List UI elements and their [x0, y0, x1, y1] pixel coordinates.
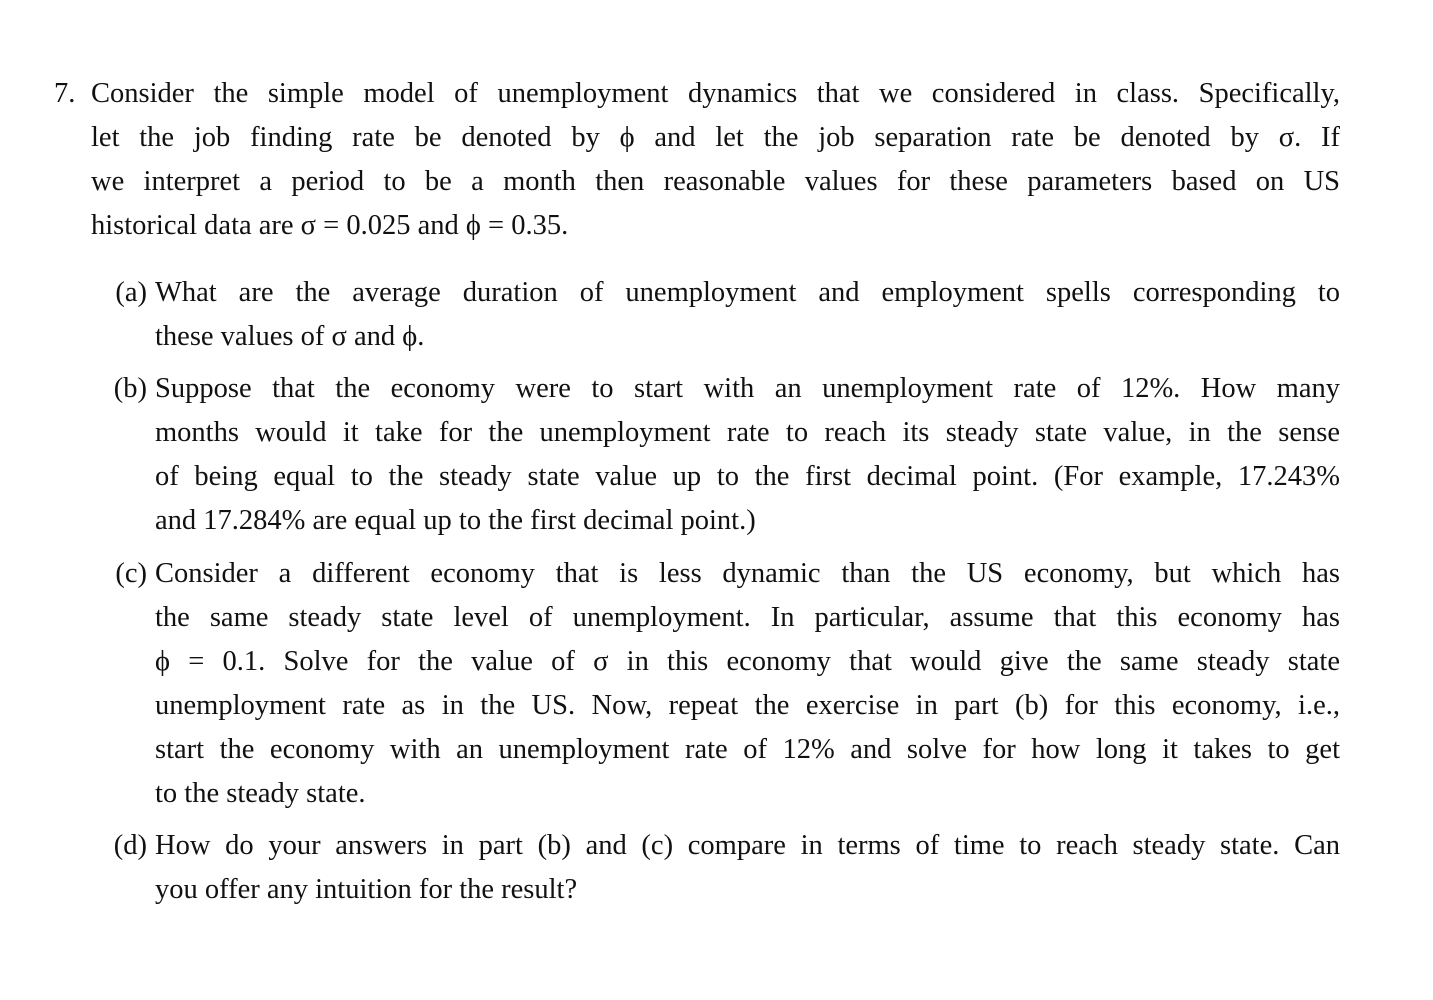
part-line: ϕ = 0.1. Solve for the value of σ in this economy that would give the same steady state: [155, 646, 1340, 677]
part-c: [115, 552, 1340, 816]
part-line: Suppose that the economy were to start with an unemployment rate of 12%. How many: [155, 373, 1340, 404]
part-line: What are the average duration of unemployment and employment spells corresponding to: [155, 277, 1340, 308]
problem-number: 7.: [54, 78, 76, 109]
part-label: (c): [115, 558, 147, 589]
part-line: the same steady state level of unemployment. In particular, assume that this economy has: [155, 602, 1340, 633]
intro-line: we interpret a period to be a month then reasonable values for these parameters based on US: [91, 166, 1340, 197]
part-line: How do your answers in part (b) and (c) compare in terms of time to reach steady state. Can: [155, 830, 1340, 861]
part-line: to the steady state.: [155, 778, 366, 809]
part-line: unemployment rate as in the US. Now, repeat the exercise in part (b) for this economy, i.e.,: [155, 690, 1340, 721]
part-text: [155, 367, 1340, 543]
part-line: you offer any intuition for the result?: [155, 874, 578, 905]
part-line: Consider a different economy that is less dynamic than the US economy, but which has: [155, 558, 1340, 589]
part-text: [155, 824, 1340, 912]
intro-line: Consider the simple model of unemployment dynamics that we considered in class. Specifically,: [91, 78, 1340, 109]
part-a: [115, 271, 1340, 359]
part-label: (b): [113, 373, 147, 404]
intro-line: historical data are σ = 0.025 and ϕ = 0.35.: [91, 210, 569, 241]
part-label: (d): [113, 830, 147, 861]
problem-7: [54, 72, 1340, 248]
part-line: of being equal to the steady state value up to the first decimal point. (For example, 17.243%: [155, 461, 1340, 492]
part-line: these values of σ and ϕ.: [155, 321, 425, 352]
part-line: start the economy with an unemployment rate of 12% and solve for how long it takes to get: [155, 734, 1340, 765]
part-label: (a): [115, 277, 147, 308]
intro-line: let the job finding rate be denoted by ϕ and let the job separation rate be denoted by σ. If: [91, 122, 1340, 153]
part-line: and 17.284% are equal up to the first decimal point.): [155, 505, 756, 536]
problem-intro: [91, 72, 1340, 248]
part-b: [113, 367, 1340, 543]
part-line: months would it take for the unemployment rate to reach its steady state value, in the sense: [155, 417, 1340, 448]
part-text: [155, 552, 1340, 816]
part-text: [155, 271, 1340, 359]
part-d: [113, 824, 1340, 912]
